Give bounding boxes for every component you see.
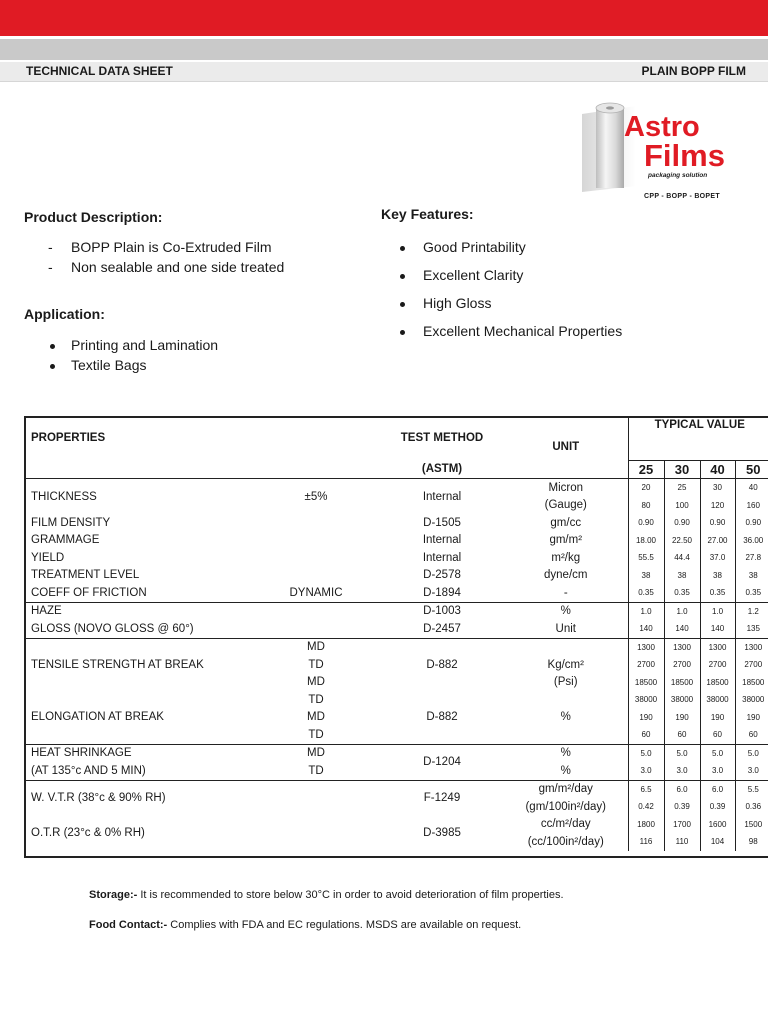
- value-30: 2700: [664, 656, 700, 674]
- value-30: 3.0: [664, 762, 700, 780]
- value-25: 1800: [628, 816, 664, 834]
- description-item: Non sealable and one side treated: [71, 259, 285, 275]
- value-50: 38000: [735, 691, 768, 709]
- property-qualifier: [252, 780, 380, 816]
- table-row: [24, 816, 768, 834]
- value-50: 27.8: [735, 549, 768, 567]
- value-25: 18500: [628, 674, 664, 692]
- top-red-band: [0, 0, 768, 36]
- table-row: [24, 780, 768, 798]
- value-30: 0.90: [664, 514, 700, 532]
- value-50: 5.0: [735, 744, 768, 762]
- unit: Kg/cm²: [547, 658, 584, 671]
- bullet-icon: [50, 364, 55, 369]
- application-item: Printing and Lamination: [71, 337, 219, 353]
- value-25: 55.5: [628, 549, 664, 567]
- unit: (gm/100in²/day): [525, 800, 607, 813]
- value-30: 100: [664, 497, 700, 515]
- value-40: 1300: [700, 638, 735, 656]
- value-30: 140: [664, 620, 700, 638]
- unit: dyne/cm: [544, 569, 588, 582]
- feature-item: Good Printability: [423, 239, 526, 255]
- property-name: (AT 135°c AND 5 MIN): [31, 764, 146, 777]
- bullet-icon: [400, 246, 405, 251]
- dash-bullet: -: [48, 259, 53, 275]
- value-30: 44.4: [664, 549, 700, 567]
- test-method: D-1003: [380, 602, 504, 620]
- property-name: ELONGATION AT BREAK: [31, 711, 164, 724]
- table-row: [24, 744, 768, 762]
- table-row: [24, 620, 768, 638]
- value-50: 190: [735, 709, 768, 727]
- application-heading: Application:: [24, 306, 105, 322]
- value-30: 1300: [664, 638, 700, 656]
- gauge-30: 30: [664, 460, 700, 479]
- value-30: 5.0: [664, 744, 700, 762]
- value-40: 18500: [700, 674, 735, 692]
- brand-line1: Astro: [624, 111, 700, 143]
- property-name: [24, 691, 252, 709]
- test-method: D-1505: [423, 516, 461, 529]
- table-row: [24, 602, 768, 620]
- value-30: 18500: [664, 674, 700, 692]
- table-row: [24, 656, 768, 674]
- table-row: [24, 584, 768, 602]
- unit: %: [560, 764, 571, 777]
- bullet-icon: [400, 274, 405, 279]
- test-method: F-1249: [380, 780, 504, 816]
- value-40: 38: [700, 567, 735, 585]
- value-30: 0.39: [664, 798, 700, 816]
- property-name: [24, 674, 252, 692]
- property-qualifier: MD: [252, 744, 380, 762]
- test-method: [380, 638, 504, 656]
- unit: %: [560, 711, 571, 724]
- value-40: 2700: [700, 656, 735, 674]
- value-25: 60: [628, 726, 664, 744]
- property-qualifier: DYNAMIC: [289, 586, 343, 599]
- test-method: [380, 691, 504, 709]
- property-name: GLOSS (NOVO GLOSS @ 60°): [31, 622, 194, 635]
- table-row: [24, 514, 768, 532]
- unit: %: [504, 602, 628, 620]
- value-25: 0.90: [628, 514, 664, 532]
- property-qualifier: [252, 620, 380, 638]
- unit: Micron: [504, 479, 628, 497]
- property-qualifier: TD: [308, 693, 324, 706]
- astro-films-logo: [578, 100, 744, 206]
- value-50: 60: [735, 726, 768, 744]
- feature-item: High Gloss: [423, 295, 492, 311]
- property-qualifier: [252, 514, 380, 532]
- value-40: 27.00: [700, 532, 735, 550]
- brand-slogan: packaging solution: [648, 172, 708, 179]
- value-25: 38: [628, 567, 664, 585]
- value-40: 104: [700, 833, 735, 851]
- value-40: 30: [700, 479, 735, 497]
- value-40: 1.0: [700, 602, 735, 620]
- value-25: 18.00: [628, 532, 664, 550]
- table-row: [24, 638, 768, 656]
- test-method: Internal: [422, 551, 462, 564]
- table-row: [24, 532, 768, 550]
- property-name: HAZE: [24, 602, 252, 620]
- table-row: [24, 709, 768, 727]
- dash-bullet: -: [48, 239, 53, 255]
- value-25: 1300: [628, 638, 664, 656]
- unit: gm/m²: [549, 534, 583, 547]
- property-name: YIELD: [31, 551, 65, 564]
- test-method: D-882: [426, 711, 458, 724]
- value-40: 0.35: [700, 584, 735, 602]
- value-50: 18500: [735, 674, 768, 692]
- bullet-icon: [50, 344, 55, 349]
- product-name: PLAIN BOPP FILM: [641, 64, 746, 78]
- unit: [504, 691, 628, 709]
- property-qualifier: [252, 567, 380, 585]
- property-qualifier: MD: [252, 638, 380, 656]
- property-qualifier: [252, 532, 380, 550]
- value-50: 1500: [735, 816, 768, 834]
- unit: gm/cc: [550, 516, 582, 529]
- brand-line2: Films: [644, 138, 725, 173]
- test-method: D-1204: [380, 744, 504, 780]
- table-row: [24, 479, 768, 497]
- unit: %: [504, 744, 628, 762]
- storage-note: [89, 889, 564, 901]
- test-method: [380, 674, 504, 692]
- value-30: 38000: [664, 691, 700, 709]
- description-item: BOPP Plain is Co-Extruded Film: [71, 239, 272, 255]
- value-25: 1.0: [628, 602, 664, 620]
- gauge-25: 25: [628, 460, 664, 479]
- value-50: 0.36: [735, 798, 768, 816]
- value-50: 36.00: [735, 532, 768, 550]
- header-unit: UNIT: [552, 441, 580, 453]
- bullet-icon: [400, 302, 405, 307]
- value-30: 60: [664, 726, 700, 744]
- property-name: FILM DENSITY: [31, 516, 111, 529]
- property-name: TENSILE STRENGTH AT BREAK: [31, 658, 204, 671]
- feature-item: Excellent Mechanical Properties: [423, 323, 623, 339]
- film-roll-logo-icon: [578, 100, 744, 192]
- header-test-method: TEST METHOD: [400, 432, 484, 444]
- property-qualifier: MD: [307, 676, 325, 689]
- value-40: 3.0: [700, 762, 735, 780]
- table-row: [24, 674, 768, 692]
- value-40: 1600: [700, 816, 735, 834]
- test-method: [380, 726, 504, 744]
- value-40: 140: [700, 620, 735, 638]
- value-50: 5.5: [735, 780, 768, 798]
- value-40: 60: [700, 726, 735, 744]
- property-qualifier: MD: [307, 711, 325, 724]
- gauge-50: 50: [735, 460, 768, 479]
- feature-item: Excellent Clarity: [423, 267, 524, 283]
- property-qualifier: [252, 602, 380, 620]
- header-astm: (ASTM): [421, 463, 463, 475]
- value-30: 110: [664, 833, 700, 851]
- value-30: 6.0: [664, 780, 700, 798]
- value-25: 38000: [628, 691, 664, 709]
- value-30: 190: [664, 709, 700, 727]
- property-name: HEAT SHRINKAGE: [24, 744, 252, 762]
- food-contact-label: Food Contact:-: [89, 919, 168, 931]
- gauge-40: 40: [700, 460, 735, 479]
- table-row: [24, 549, 768, 567]
- logo-tagline: CPP - BOPP - BOPET: [644, 193, 720, 200]
- value-30: 0.35: [664, 584, 700, 602]
- property-qualifier: ±5%: [252, 479, 380, 515]
- bullet-icon: [400, 330, 405, 335]
- value-30: 1700: [664, 816, 700, 834]
- test-method: D-2457: [423, 622, 461, 635]
- test-method: D-1894: [423, 586, 461, 599]
- header-properties: PROPERTIES: [31, 432, 106, 444]
- food-contact-note: [89, 919, 521, 931]
- value-25: 20: [628, 479, 664, 497]
- value-50: 3.0: [735, 762, 768, 780]
- food-contact-text: Complies with FDA and EC regulations. MSDS are available on request.: [167, 919, 522, 931]
- property-qualifier: TD: [308, 728, 324, 741]
- property-name: O.T.R (23°c & 0% RH): [31, 827, 145, 839]
- value-40: 0.90: [700, 514, 735, 532]
- property-name: [24, 638, 252, 656]
- unit: [504, 638, 628, 656]
- property-qualifier: [252, 816, 380, 851]
- value-25: 6.5: [628, 780, 664, 798]
- value-30: 38: [664, 567, 700, 585]
- document-type: TECHNICAL DATA SHEET: [26, 64, 173, 78]
- value-40: 6.0: [700, 780, 735, 798]
- property-name: TREATMENT LEVEL: [31, 569, 140, 582]
- storage-text: It is recommended to store below 30°C in order to avoid deterioration of film properties.: [137, 889, 564, 901]
- value-50: 135: [735, 620, 768, 638]
- unit: -: [563, 586, 568, 599]
- value-40: 190: [700, 709, 735, 727]
- property-name: COEFF OF FRICTION: [31, 586, 147, 599]
- test-method: D-2578: [423, 569, 461, 582]
- unit: gm/m²/day: [504, 780, 628, 798]
- key-features-heading: Key Features:: [381, 206, 474, 222]
- value-30: 25: [664, 479, 700, 497]
- top-gray-band: [0, 39, 768, 60]
- value-25: 2700: [628, 656, 664, 674]
- value-50: 160: [735, 497, 768, 515]
- property-name: THICKNESS: [24, 479, 252, 515]
- property-name: GRAMMAGE: [31, 534, 100, 547]
- technical-spec-table: [24, 416, 768, 851]
- property-name: W. V.T.R (38°c & 90% RH): [24, 780, 252, 816]
- unit: Unit: [555, 622, 576, 635]
- value-50: 2700: [735, 656, 768, 674]
- document-header: [0, 62, 768, 82]
- value-50: 0.35: [735, 584, 768, 602]
- value-50: 0.90: [735, 514, 768, 532]
- value-40: 37.0: [700, 549, 735, 567]
- value-50: 1.2: [735, 602, 768, 620]
- value-50: 98: [735, 833, 768, 851]
- table-row: [24, 567, 768, 585]
- value-25: 140: [628, 620, 664, 638]
- unit: cc/m²/day: [540, 818, 591, 831]
- unit: (cc/100in²/day): [527, 835, 604, 848]
- value-25: 80: [628, 497, 664, 515]
- test-method: Internal: [380, 479, 504, 515]
- value-40: 38000: [700, 691, 735, 709]
- property-qualifier: TD: [308, 658, 324, 671]
- property-qualifier: TD: [308, 764, 324, 777]
- product-description-heading: Product Description:: [24, 209, 163, 225]
- property-name: [24, 726, 252, 744]
- value-40: 0.39: [700, 798, 735, 816]
- value-25: 0.42: [628, 798, 664, 816]
- header-typical-value: TYPICAL VALUE: [628, 416, 768, 460]
- value-40: 120: [700, 497, 735, 515]
- unit: (Psi): [553, 676, 578, 689]
- value-50: 40: [735, 479, 768, 497]
- storage-label: Storage:-: [89, 889, 138, 901]
- value-40: 5.0: [700, 744, 735, 762]
- test-method: D-3985: [423, 827, 461, 839]
- value-25: 116: [628, 833, 664, 851]
- value-25: 5.0: [628, 744, 664, 762]
- unit: [504, 726, 628, 744]
- test-method: D-882: [426, 658, 458, 671]
- value-30: 22.50: [664, 532, 700, 550]
- value-25: 190: [628, 709, 664, 727]
- value-25: 3.0: [628, 762, 664, 780]
- test-method: Internal: [422, 534, 462, 547]
- property-qualifier: [252, 549, 380, 567]
- value-50: 1300: [735, 638, 768, 656]
- application-item: Textile Bags: [71, 357, 147, 373]
- table-row: [24, 726, 768, 744]
- value-30: 1.0: [664, 602, 700, 620]
- value-50: 38: [735, 567, 768, 585]
- table-row: [24, 691, 768, 709]
- unit: (Gauge): [544, 499, 587, 512]
- value-25: 0.35: [628, 584, 664, 602]
- unit: m²/kg: [551, 551, 581, 564]
